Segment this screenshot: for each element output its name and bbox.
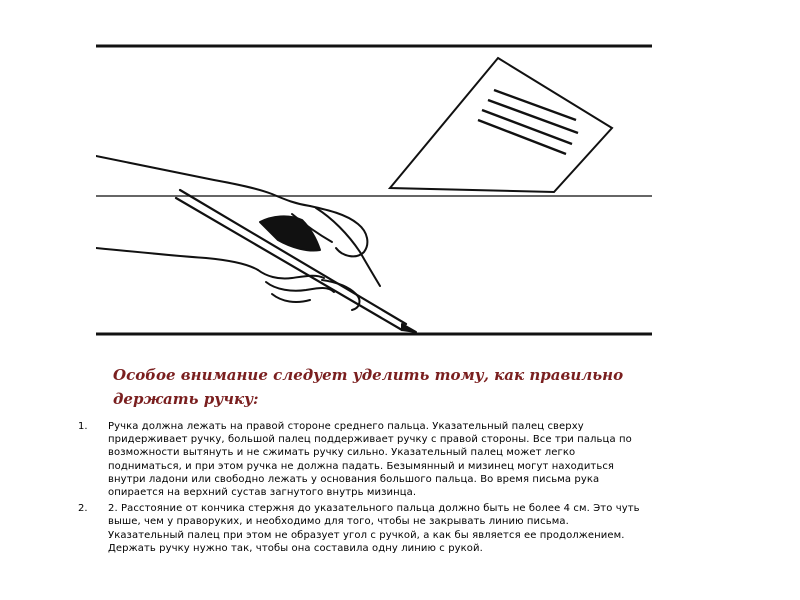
list-item xyxy=(0,502,800,555)
title-line-1: Особое внимание следует уделить тому, как правильно xyxy=(113,366,624,384)
page-title xyxy=(113,363,673,411)
paper-sheet-icon xyxy=(390,58,612,192)
instruction-list xyxy=(0,420,800,555)
list-item-number: 2. xyxy=(78,503,88,515)
list-item-text: 2. Расстояние от кончика стержня до указательного пальца должно быть не более 4 см. Это чуть выше, чем у праворуких, и необходимо для того, чтобы не закрывать линию письма. Указательный палец при этом не образует угол с ручкой, а как бы является ее продолжением. Держать ручку нужно так, чтобы она составила одну линию с рукой. xyxy=(108,503,640,554)
list-item-number: 1. xyxy=(78,421,88,432)
list-item xyxy=(0,420,800,499)
hand-writing-illustration xyxy=(96,38,656,362)
hand-with-pen-icon xyxy=(96,156,416,332)
title-line-2: держать ручку: xyxy=(113,390,259,408)
list-item-text: Ручка должна лежать на правой стороне среднего пальца. Указательный палец сверху придерживает ручку, большой палец поддерживает ручку с правой стороны. Все три пальца по возможности вытянуть и не сжимать ручку сильно. Указательный палец может легко подниматься, и при этом ручка не должна падать. Безымянный и мизинец могут находиться внутри ладони или свободно лежать у основания большого пальца. Во время письма рука опирается на верхний сустав загнутого внутрь мизинца. xyxy=(108,421,632,499)
